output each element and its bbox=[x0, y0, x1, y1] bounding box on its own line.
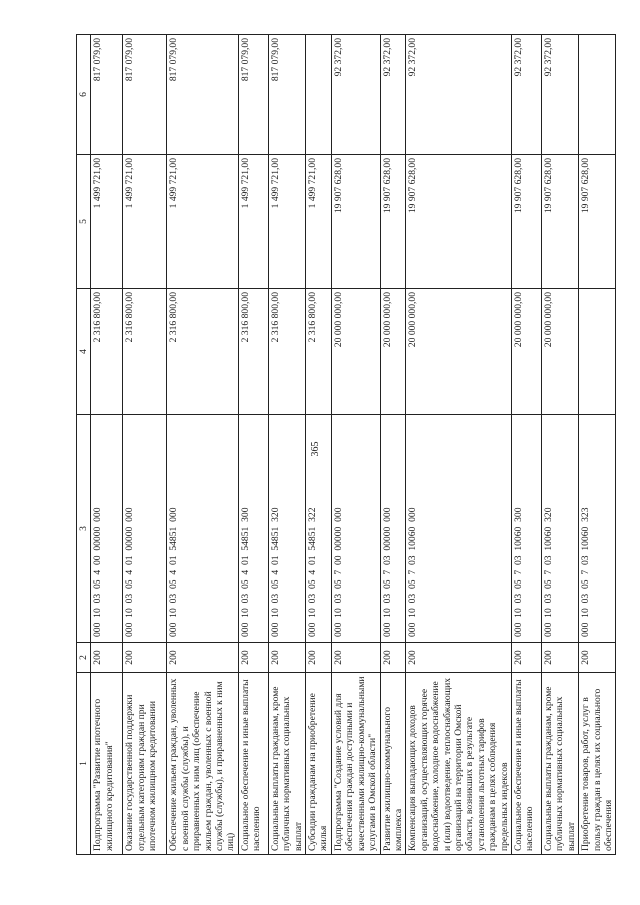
header-row bbox=[77, 35, 91, 855]
row-name: Приобретение товаров, работ, услуг в пользу граждан в целях их социального обеспечения bbox=[579, 673, 616, 855]
row-amount-4: 20 000 000,00 bbox=[380, 289, 406, 415]
row-amount-5: 19 907 628,00 bbox=[541, 155, 578, 289]
row-amount-5: 1 499 721,00 bbox=[268, 155, 305, 289]
row-code: 000 10 03 05 4 01 54851 322 bbox=[306, 415, 332, 643]
row-amount-4: 20 000 000,00 bbox=[541, 289, 578, 415]
header-col-1: 1 bbox=[77, 673, 91, 855]
row-amount-6: 817 079,00 bbox=[167, 35, 238, 155]
row-amount-6: 92 372,00 bbox=[331, 35, 380, 155]
row-col2: 200 bbox=[123, 643, 167, 673]
table-row bbox=[238, 35, 268, 855]
table-row bbox=[579, 35, 616, 855]
row-code: 000 10 03 05 4 01 00000 000 bbox=[123, 415, 167, 643]
table-row bbox=[331, 35, 380, 855]
row-amount-6: 92 372,00 bbox=[511, 35, 541, 155]
row-amount-6: 817 079,00 bbox=[268, 35, 305, 155]
header-col-2: 2 bbox=[77, 643, 91, 673]
row-amount-4: 2 316 800,00 bbox=[91, 289, 123, 415]
row-name: Субсидии гражданам на приобретение жилья bbox=[306, 673, 332, 855]
row-code: 000 10 03 05 4 01 54851 000 bbox=[167, 415, 238, 643]
row-col2: 200 bbox=[268, 643, 305, 673]
row-name: Оказание государственной поддержки отдельным категориям граждан при ипотечном жилищном кредитовании bbox=[123, 673, 167, 855]
row-amount-4: 20 000 000,00 bbox=[406, 289, 512, 415]
row-amount-5: 19 907 628,00 bbox=[579, 155, 616, 289]
table-row bbox=[123, 35, 167, 855]
budget-table bbox=[76, 34, 616, 855]
row-amount-4: 2 316 800,00 bbox=[238, 289, 268, 415]
row-amount-5: 1 499 721,00 bbox=[167, 155, 238, 289]
row-col2: 200 bbox=[91, 643, 123, 673]
row-amount-6: 92 372,00 bbox=[541, 35, 578, 155]
page-number: 365 bbox=[310, 441, 321, 457]
table-row bbox=[268, 35, 305, 855]
header-col-4: 4 bbox=[77, 289, 91, 415]
row-amount-5: 19 907 628,00 bbox=[406, 155, 512, 289]
row-amount-6: 817 079,00 bbox=[123, 35, 167, 155]
row-col2: 200 bbox=[579, 643, 616, 673]
row-name: Компенсация выпадающих доходов организаций, осуществляющих горячее водоснабжение, холодное водоснабжение и (или) водоотведение, теплоснабжающих организаций на территории Омской области, возникших в результате установления льготных тарифов гражданам в целях соблюдения предельных индексов bbox=[406, 673, 512, 855]
row-code: 000 10 03 05 7 03 10060 300 bbox=[511, 415, 541, 643]
row-name: Развитие жилищно-коммунального комплекса bbox=[380, 673, 406, 855]
table-row bbox=[541, 35, 578, 855]
header-col-6: 6 bbox=[77, 35, 91, 155]
row-amount-4: 2 316 800,00 bbox=[306, 289, 332, 415]
row-col2: 200 bbox=[406, 643, 512, 673]
row-col2: 200 bbox=[238, 643, 268, 673]
row-amount-4: 2 316 800,00 bbox=[123, 289, 167, 415]
row-amount-5: 19 907 628,00 bbox=[331, 155, 380, 289]
row-code: 000 10 03 05 4 01 54851 300 bbox=[238, 415, 268, 643]
row-amount-6: 817 079,00 bbox=[238, 35, 268, 155]
row-col2: 200 bbox=[167, 643, 238, 673]
row-code: 000 10 03 05 7 03 10060 320 bbox=[541, 415, 578, 643]
row-name: Социальные выплаты гражданам, кроме публичных нормативных социальных выплат bbox=[541, 673, 578, 855]
table-row bbox=[167, 35, 238, 855]
row-amount-5: 1 499 721,00 bbox=[306, 155, 332, 289]
row-col2: 200 bbox=[380, 643, 406, 673]
row-amount-5: 19 907 628,00 bbox=[511, 155, 541, 289]
row-amount-4: 2 316 800,00 bbox=[268, 289, 305, 415]
table-row bbox=[406, 35, 512, 855]
header-col-3: 3 bbox=[77, 415, 91, 643]
table-row bbox=[306, 35, 332, 855]
row-amount-4: 2 316 800,00 bbox=[167, 289, 238, 415]
row-col2: 200 bbox=[331, 643, 380, 673]
row-code: 000 10 03 05 7 03 10060 323 bbox=[579, 415, 616, 643]
row-name: Социальное обеспечение и иные выплаты населению bbox=[511, 673, 541, 855]
row-amount-5: 1 499 721,00 bbox=[238, 155, 268, 289]
row-code: 000 10 03 05 4 01 54851 320 bbox=[268, 415, 305, 643]
table-row bbox=[91, 35, 123, 855]
rotated-page bbox=[76, 35, 614, 855]
row-code: 000 10 03 05 7 03 00000 000 bbox=[380, 415, 406, 643]
row-name: Подпрограмма "Создание условий для обеспечения граждан доступными и качественными жилищно-коммунальными услугами в Омской области" bbox=[331, 673, 380, 855]
row-name: Социальное обеспечение и иные выплаты населению bbox=[238, 673, 268, 855]
row-code: 000 10 03 05 7 00 00000 000 bbox=[331, 415, 380, 643]
table-row bbox=[380, 35, 406, 855]
row-amount-5: 1 499 721,00 bbox=[91, 155, 123, 289]
row-amount-6 bbox=[579, 35, 616, 155]
row-name: Социальные выплаты гражданам, кроме публичных нормативных социальных выплат bbox=[268, 673, 305, 855]
row-code: 000 10 03 05 4 00 00000 000 bbox=[91, 415, 123, 643]
row-code: 000 10 03 05 7 03 10060 000 bbox=[406, 415, 512, 643]
row-amount-4: 20 000 000,00 bbox=[511, 289, 541, 415]
row-amount-6: 817 079,00 bbox=[91, 35, 123, 155]
row-col2: 200 bbox=[306, 643, 332, 673]
row-col2: 200 bbox=[541, 643, 578, 673]
row-amount-6 bbox=[306, 35, 332, 155]
row-name: Подпрограмма "Развитие ипотечного жилищного кредитования" bbox=[91, 673, 123, 855]
row-amount-6: 92 372,00 bbox=[380, 35, 406, 155]
table-row bbox=[511, 35, 541, 855]
row-amount-4 bbox=[579, 289, 616, 415]
header-col-5: 5 bbox=[77, 155, 91, 289]
row-name: Обеспечение жильем граждан, уволенных с военной службы (службы), и приравненных к ним лиц (обеспечение жильем граждан, уволенных с военной службы (службы), и приравненных к ним лиц) bbox=[167, 673, 238, 855]
row-amount-5: 19 907 628,00 bbox=[380, 155, 406, 289]
row-amount-5: 1 499 721,00 bbox=[123, 155, 167, 289]
row-col2: 200 bbox=[511, 643, 541, 673]
row-amount-6: 92 372,00 bbox=[406, 35, 512, 155]
row-amount-4: 20 000 000,00 bbox=[331, 289, 380, 415]
